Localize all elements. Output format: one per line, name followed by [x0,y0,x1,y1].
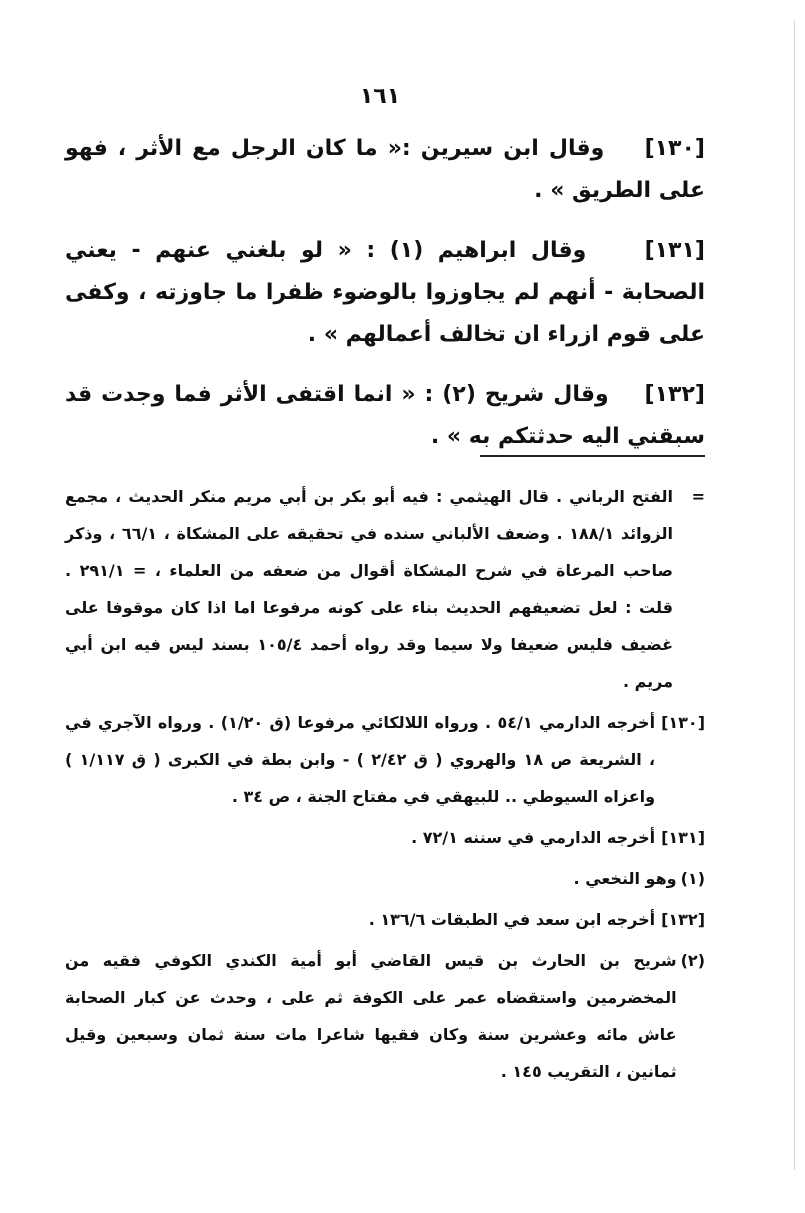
paragraph-132 [65,374,705,458]
footnote-text: الفتح الرباني . قال الهيثمي : فيه أبو بكر بن أبي مريم منكر الحديث ، مجمع الزوائد ١٨٨/١ . وضعف الألباني سنده في تحقيقه على المشكاة ، ٦٦/١ ، وذكر صاحب المرعاة في شرح المشكاة أقوال من ضعفه من العلماء ، = ٢٩١/١ . قلت : لعل تضعيفهم الحديث بناء على كونه مرفوعا اما اذا كان موقوفا على غضيف فليس ضعيفا ولا سيما وقد رواه أحمد ١٠٥/٤ بسند ليس فيه ابن أبي مريم . [65,487,674,691]
footnote-marker: = [691,487,705,506]
footnote-marker: [١٣١] [661,828,705,847]
footnote-131 [65,819,705,856]
footnote-132 [65,901,705,938]
paragraph-ref: [١٣٢] [644,382,705,407]
footnote-text: شريح بن الحارث بن قيس القاضي أبو أمية الكندي الكوفي فقيه من المخضرمين واستقضاه عمر على الكوفة ثم على ، وحدث عن كبار الصحابة عاش مائه وعشرين سنة وكان فقيها شاعرا مات سنة ثمان وسبعين وقيل ثمانين ، التقريب ١٤٥ . [65,951,677,1081]
paragraph-ref: [١٣٠] [644,136,705,161]
footnote-text: وهو النخعي . [573,869,677,888]
footnote-continuation [65,478,705,700]
footnote-marker: [١٣٢] [661,910,705,929]
paragraph-131 [65,230,705,356]
footnote-2 [65,942,705,1090]
paragraph-130 [65,128,705,212]
paragraph-text: وقال ابراهيم (١) : « لو بلغني عنهم - يعني الصحابة - أنهم لم يجاوزوا بالوضوء ظفرا ما جاوزته ، وكفى على قوم ازراء ان تخالف أعمالهم » . [65,238,705,347]
footnote-1 [65,860,705,897]
footnotes [65,478,705,1094]
paragraph-ref: [١٣١] [644,238,705,263]
footnote-separator [480,455,705,457]
footnote-text: أخرجه ابن سعد في الطبقات ١٣٦/٦ . [368,910,656,929]
paragraph-text: وقال شريح (٢) : « انما اقتفى الأثر فما وجدت قد سبقني اليه حدثتكم به » . [65,382,705,449]
footnote-marker: (٢) [680,951,705,970]
footnote-text: أخرجه الدارمي في سننه ٧٢/١ . [411,828,656,847]
page-number: ١٦١ [359,84,401,109]
paragraph-text: وقال ابن سيرين :« ما كان الرجل مع الأثر ، فهو على الطريق » . [65,136,705,203]
footnote-marker: [١٣٠] [661,713,705,732]
footnote-130 [65,704,705,815]
main-text [65,128,705,476]
scan-edge-line [794,20,795,1170]
footnote-marker: (١) [680,869,705,888]
footnote-text: أخرجه الدارمي ٥٤/١ . ورواه اللالكائي مرفوعا (ق ١/٢٠) . ورواه الآجري في ، الشريعة ص ١٨ والهروي ( ق ٢/٤٢ ) - وابن بطة في الكبرى ( ق ١/١١٧ ) واعزاه السيوطي .. للبيهقي في مفتاح الجنة ، ص ٣٤ . [65,713,656,806]
